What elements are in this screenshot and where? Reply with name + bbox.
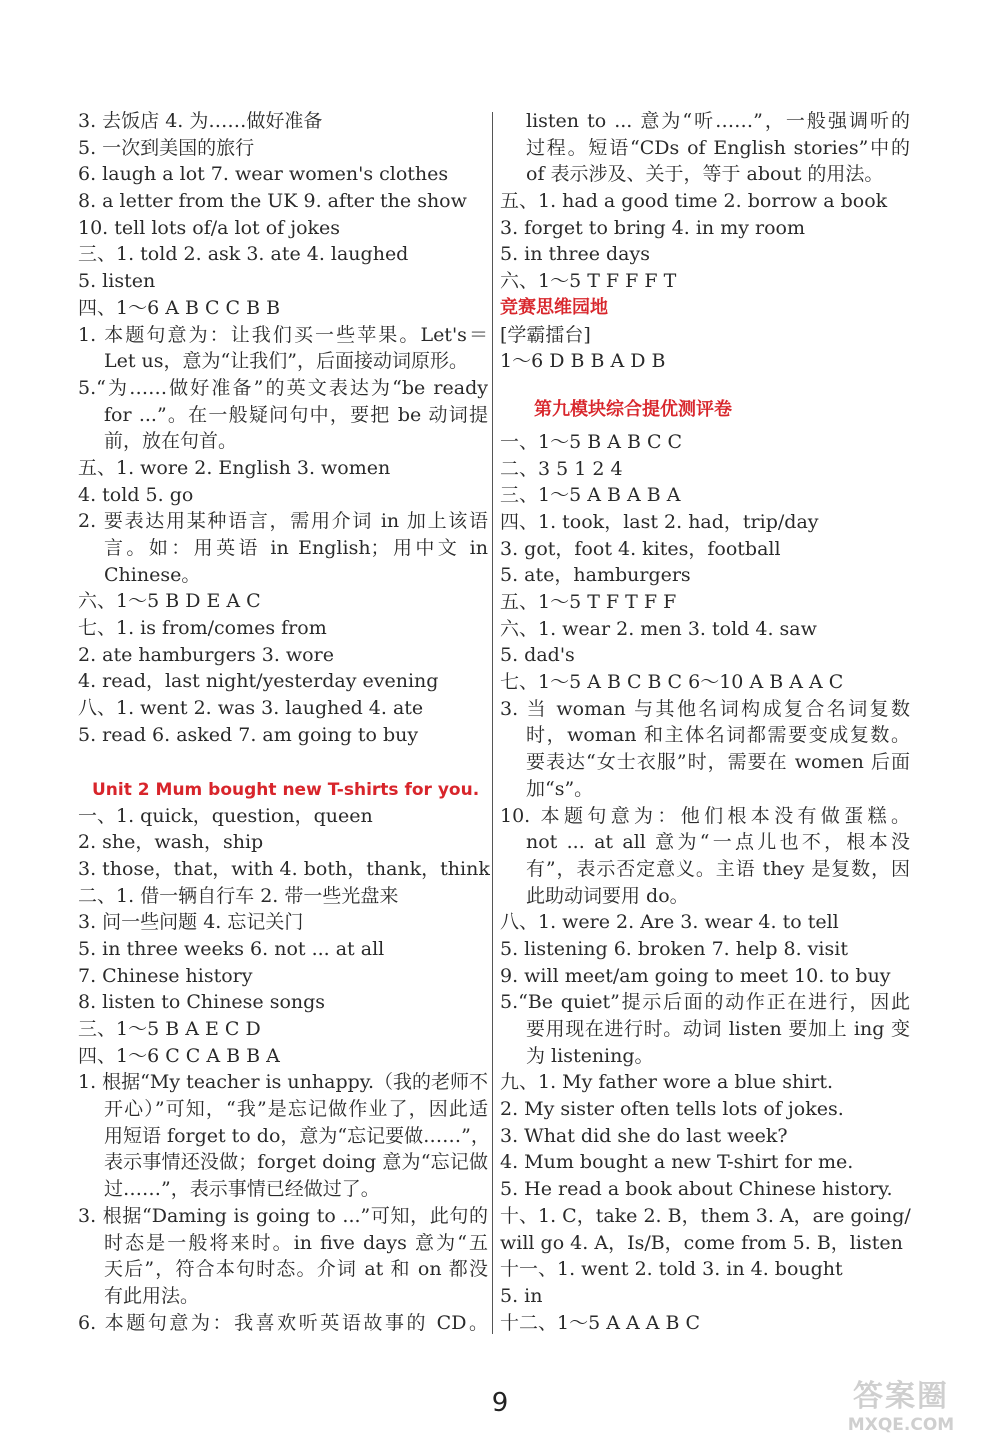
left-column-line: 2. she，wash，ship: [78, 831, 264, 854]
left-answer-column: [78, 108, 488, 1336]
right-column-line: not ... at all 意为“一点儿也不，根本没: [526, 831, 910, 854]
left-column-line: 用短语 forget to do，意为“忘记要做……”，: [104, 1124, 490, 1147]
right-column-line: 十二、1～5 A A A B C: [500, 1311, 701, 1334]
right-answer-column: [500, 108, 910, 1336]
right-column-line: 5. dad's: [500, 644, 575, 667]
left-column-line: 2. 要表达用某种语言，需用介词 in 加上该语: [78, 510, 488, 533]
left-column-line: Chinese。: [104, 563, 201, 586]
left-column-line: 5.“为……做好准备”的英文表达为“be ready: [78, 376, 488, 399]
right-column-line: 八、1. were 2. Are 3. wear 4. to tell: [500, 911, 839, 934]
left-column-line: 开心）”可知，“我”是忘记做作业了，因此适: [104, 1098, 488, 1121]
right-column-line: 3. 当 woman 与其他名词构成复合名词复数: [500, 697, 910, 720]
left-column-line: 3. 问一些问题 4. 忘记关门: [78, 911, 304, 934]
right-column-line: 五、1～5 T F T F F: [500, 591, 677, 613]
left-column-line: 八、1. went 2. was 3. laughed 4. ate: [78, 697, 424, 720]
right-column-line: 3. got，foot 4. kites，football: [500, 537, 781, 560]
right-column-line: 过程。短语“CDs of English stories”中的: [526, 136, 910, 159]
left-column-line: 3. 去饭店 4. 为……做好准备: [78, 110, 323, 132]
left-column-line: 二、1. 借一辆自行车 2. 带一些光盘来: [78, 884, 399, 907]
left-column-line: 四、1～6 C C A B B A: [78, 1044, 280, 1067]
right-column-line: [学霸擂台]: [500, 323, 591, 346]
left-column-line: 一、1. quick，question，queen: [78, 804, 373, 827]
right-column-line: will go 4. A，Is/B，come from 5. B，listen: [500, 1231, 903, 1254]
right-column-line: 此助动词要用 do。: [526, 884, 689, 907]
left-column-line: 时态是一般将来时。in five days 意为“五: [104, 1231, 488, 1254]
left-column-line: 8. listen to Chinese songs: [78, 991, 326, 1014]
left-column-line: 3. 根据“Daming is going to ...”可知，此句的: [78, 1204, 488, 1227]
right-column-line: 五、1. had a good time 2. borrow a book: [500, 190, 888, 213]
left-column-line: 有此用法。: [104, 1284, 200, 1307]
right-column-line: 第九模块综合提优测评卷: [534, 398, 732, 420]
watermark-text: 答案圈: [853, 1379, 949, 1414]
left-column-line: 天后”，符合本句时态。介词 at 和 on 都没: [104, 1258, 488, 1281]
left-column-line: Let us，意为“让我们”，后面接动词原形。: [104, 350, 468, 373]
right-column-line: of 表示涉及、关于，等于 about 的用法。: [526, 163, 884, 186]
right-column-line: 2. My sister often tells lots of jokes.: [500, 1098, 844, 1121]
right-column-line: 时，woman 和主体名词都需要变成复数。: [526, 724, 910, 747]
right-column-line: 3. What did she do last week?: [500, 1124, 788, 1147]
right-column-line: 为 listening。: [526, 1044, 654, 1067]
right-column-line: 三、1～5 A B A B A: [500, 484, 681, 507]
right-column-line: 4. Mum bought a new T-shirt for me.: [500, 1151, 854, 1174]
right-column-line: 要表达“女士衣服”时，需要在 women 后面: [526, 751, 910, 774]
left-column-line: 5. listen: [78, 270, 156, 293]
right-column-line: 要用现在进行时。动词 listen 要加上 ing 变: [526, 1018, 910, 1040]
right-column-line: listen to ... 意为“听……”，一般强调听的: [526, 110, 910, 132]
page-number: 9: [491, 1388, 509, 1418]
left-column-line: Unit 2 Mum bought new T-shirts for you.: [92, 779, 480, 800]
right-column-line: 5. ate，hamburgers: [500, 564, 691, 587]
right-column-line: 六、1. wear 2. men 3. told 4. saw: [500, 617, 817, 640]
left-column-line: 6. 本题句意为：我喜欢听英语故事的 CD。: [78, 1311, 488, 1334]
right-column-line: 十、1. C，take 2. B，them 3. A，are going/: [500, 1204, 911, 1227]
right-column-line: 四、1. took，last 2. had，trip/day: [500, 510, 819, 533]
right-column-line: 六、1～5 T F F F T: [500, 270, 677, 293]
column-divider: [492, 112, 493, 1334]
left-column-line: 5. read 6. asked 7. am going to buy: [78, 723, 419, 746]
left-column-line: 1. 本题句意为：让我们买一些苹果。Let's＝: [78, 323, 488, 346]
left-column-line: 1. 根据“My teacher is unhappy.（我的老师不: [78, 1071, 489, 1094]
left-column-line: 七、1. is from/comes from: [78, 617, 327, 640]
right-column-line: 3. forget to bring 4. in my room: [500, 216, 805, 239]
right-column-line: 9. will meet/am going to meet 10. to buy: [500, 964, 891, 987]
watermark-url: MXQE.COM: [847, 1415, 955, 1435]
left-column-line: 6. laugh a lot 7. wear women's clothes: [78, 163, 449, 186]
watermark-logo: [826, 1379, 976, 1439]
left-column-line: 8. a letter from the UK 9. after the show: [78, 190, 467, 213]
right-column-line: 一、1～5 B A B C C: [500, 430, 683, 453]
left-column-line: 4. told 5. go: [78, 483, 194, 506]
left-column-line: 3. those，that，with 4. both，thank，think: [78, 857, 490, 880]
left-column-line: 五、1. wore 2. English 3. women: [78, 456, 391, 479]
left-column-line: 2. ate hamburgers 3. wore: [78, 643, 334, 666]
right-column-line: 九、1. My father wore a blue shirt.: [500, 1071, 834, 1094]
left-column-line: 三、1～5 B A E C D: [78, 1018, 261, 1040]
left-column-line: 5. in three weeks 6. not ... at all: [78, 937, 385, 960]
left-column-line: 三、1. told 2. ask 3. ate 4. laughed: [78, 243, 409, 266]
right-column-line: 加“s”。: [526, 777, 594, 800]
right-column-line: 七、1～5 A B C B C 6～10 A B A A C: [500, 671, 844, 694]
left-column-line: 7. Chinese history: [78, 964, 253, 987]
left-column-line: 表示事情还没做；forget doing 意为“忘记做: [104, 1151, 488, 1174]
right-column-line: 5.“Be quiet”提示后面的动作正在进行，因此: [500, 991, 910, 1014]
right-column-line: 10. 本题句意为：他们根本没有做蛋糕。: [500, 804, 910, 827]
left-column-line: 四、1～6 A B C C B B: [78, 296, 281, 319]
right-column-line: 有”，表示否定意义。主语 they 是复数，因: [526, 857, 910, 880]
right-column-line: 5. He read a book about Chinese history.: [500, 1178, 893, 1201]
left-column-line: 前，放在句首。: [104, 430, 238, 453]
right-column-line: 二、3 5 1 2 4: [500, 457, 623, 480]
right-column-line: 5. listening 6. broken 7. help 8. visit: [500, 937, 848, 960]
left-column-line: 5. 一次到美国的旅行: [78, 136, 255, 159]
right-column-line: 5. in: [500, 1284, 543, 1307]
right-column-line: 十一、1. went 2. told 3. in 4. bought: [500, 1258, 843, 1281]
left-column-line: for ...”。在一般疑问句中，要把 be 动词提: [104, 403, 488, 426]
right-column-line: 1～6 D B B A D B: [500, 350, 666, 373]
left-column-line: 4. read，last night/yesterday evening: [78, 670, 439, 693]
left-column-line: 过……”，表示事情已经做过了。: [104, 1178, 380, 1201]
left-column-line: 10. tell lots of/a lot of jokes: [78, 216, 341, 239]
left-column-line: 言。如：用英语 in English；用中文 in: [104, 537, 488, 559]
right-column-line: 竞赛思维园地: [500, 296, 608, 318]
right-column-line: 5. in three days: [500, 243, 650, 266]
left-column-line: 六、1～5 B D E A C: [78, 590, 261, 613]
